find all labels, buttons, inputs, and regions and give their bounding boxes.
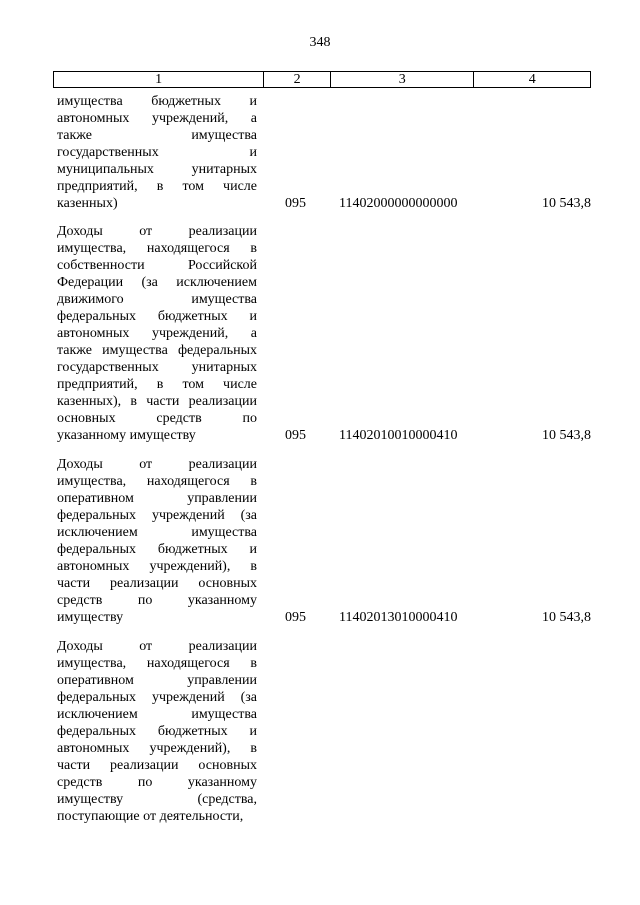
admin-code: 095 [285, 610, 306, 625]
description-line: средств по указанному [57, 593, 257, 608]
description-line: федеральных учреждений (за [57, 508, 257, 523]
description-line: оперативном управлении [57, 673, 257, 688]
row-description [57, 456, 257, 626]
description-line: казенных), в части реализации [57, 394, 257, 409]
row-description [57, 93, 257, 212]
description-line: Доходы от реализации [57, 224, 257, 239]
admin-code: 095 [285, 196, 306, 211]
description-line: собственности Российской [57, 258, 257, 273]
description-line: государственных и [57, 145, 257, 160]
description-line: поступающие от деятельности, [57, 809, 244, 824]
description-line: также имущества [57, 128, 257, 143]
description-line: предприятий, в том числе [57, 179, 257, 194]
description-line: средств по указанному [57, 775, 257, 790]
description-line: Доходы от реализации [57, 457, 257, 472]
admin-code: 095 [285, 428, 306, 443]
description-line: исключением имущества [57, 525, 257, 540]
description-line: муниципальных унитарных [57, 162, 257, 177]
description-line: Доходы от реализации [57, 639, 257, 654]
description-line: движимого имущества [57, 292, 257, 307]
description-line: имущества, находящегося в [57, 656, 257, 671]
description-line: также имущества федеральных [57, 343, 257, 358]
description-line: казенных) [57, 196, 118, 211]
description-line: федеральных бюджетных и [57, 309, 257, 324]
description-line: автономных учреждений), в [57, 741, 257, 756]
budget-code: 11402010010000410 [339, 428, 458, 443]
description-line: федеральных бюджетных и [57, 724, 257, 739]
description-line: части реализации основных [57, 758, 257, 773]
column-header-3: 3 [331, 72, 474, 87]
budget-code: 11402000000000000 [339, 196, 458, 211]
description-line: Федерации (за исключением [57, 275, 257, 290]
description-line: имущества, находящегося в [57, 241, 257, 256]
description-line: государственных унитарных [57, 360, 257, 375]
row-description [57, 223, 257, 444]
page-number: 348 [309, 35, 331, 50]
description-line: автономных учреждений), в [57, 559, 257, 574]
description-line: предприятий, в том числе [57, 377, 257, 392]
amount: 10 543,8 [542, 196, 591, 211]
description-line: имущества бюджетных и [57, 94, 257, 109]
description-line: имуществу (средства, [57, 792, 257, 807]
row-description [57, 638, 257, 825]
description-line: имуществу [57, 610, 124, 625]
column-header-4: 4 [528, 72, 536, 87]
table-header [53, 71, 591, 88]
amount: 10 543,8 [542, 610, 591, 625]
amount: 10 543,8 [542, 428, 591, 443]
description-line: федеральных бюджетных и [57, 542, 257, 557]
description-line: части реализации основных [57, 576, 257, 591]
description-line: оперативном управлении [57, 491, 257, 506]
description-line: имущества, находящегося в [57, 474, 257, 489]
description-line: федеральных учреждений (за [57, 690, 257, 705]
description-line: автономных учреждений, а [57, 326, 257, 341]
description-line: автономных учреждений, а [57, 111, 257, 126]
description-line: указанному имуществу [57, 428, 196, 443]
column-header-2: 2 [264, 72, 331, 87]
description-line: основных средств по [57, 411, 257, 426]
column-header-1: 1 [54, 72, 264, 87]
description-line: исключением имущества [57, 707, 257, 722]
budget-code: 11402013010000410 [339, 610, 458, 625]
